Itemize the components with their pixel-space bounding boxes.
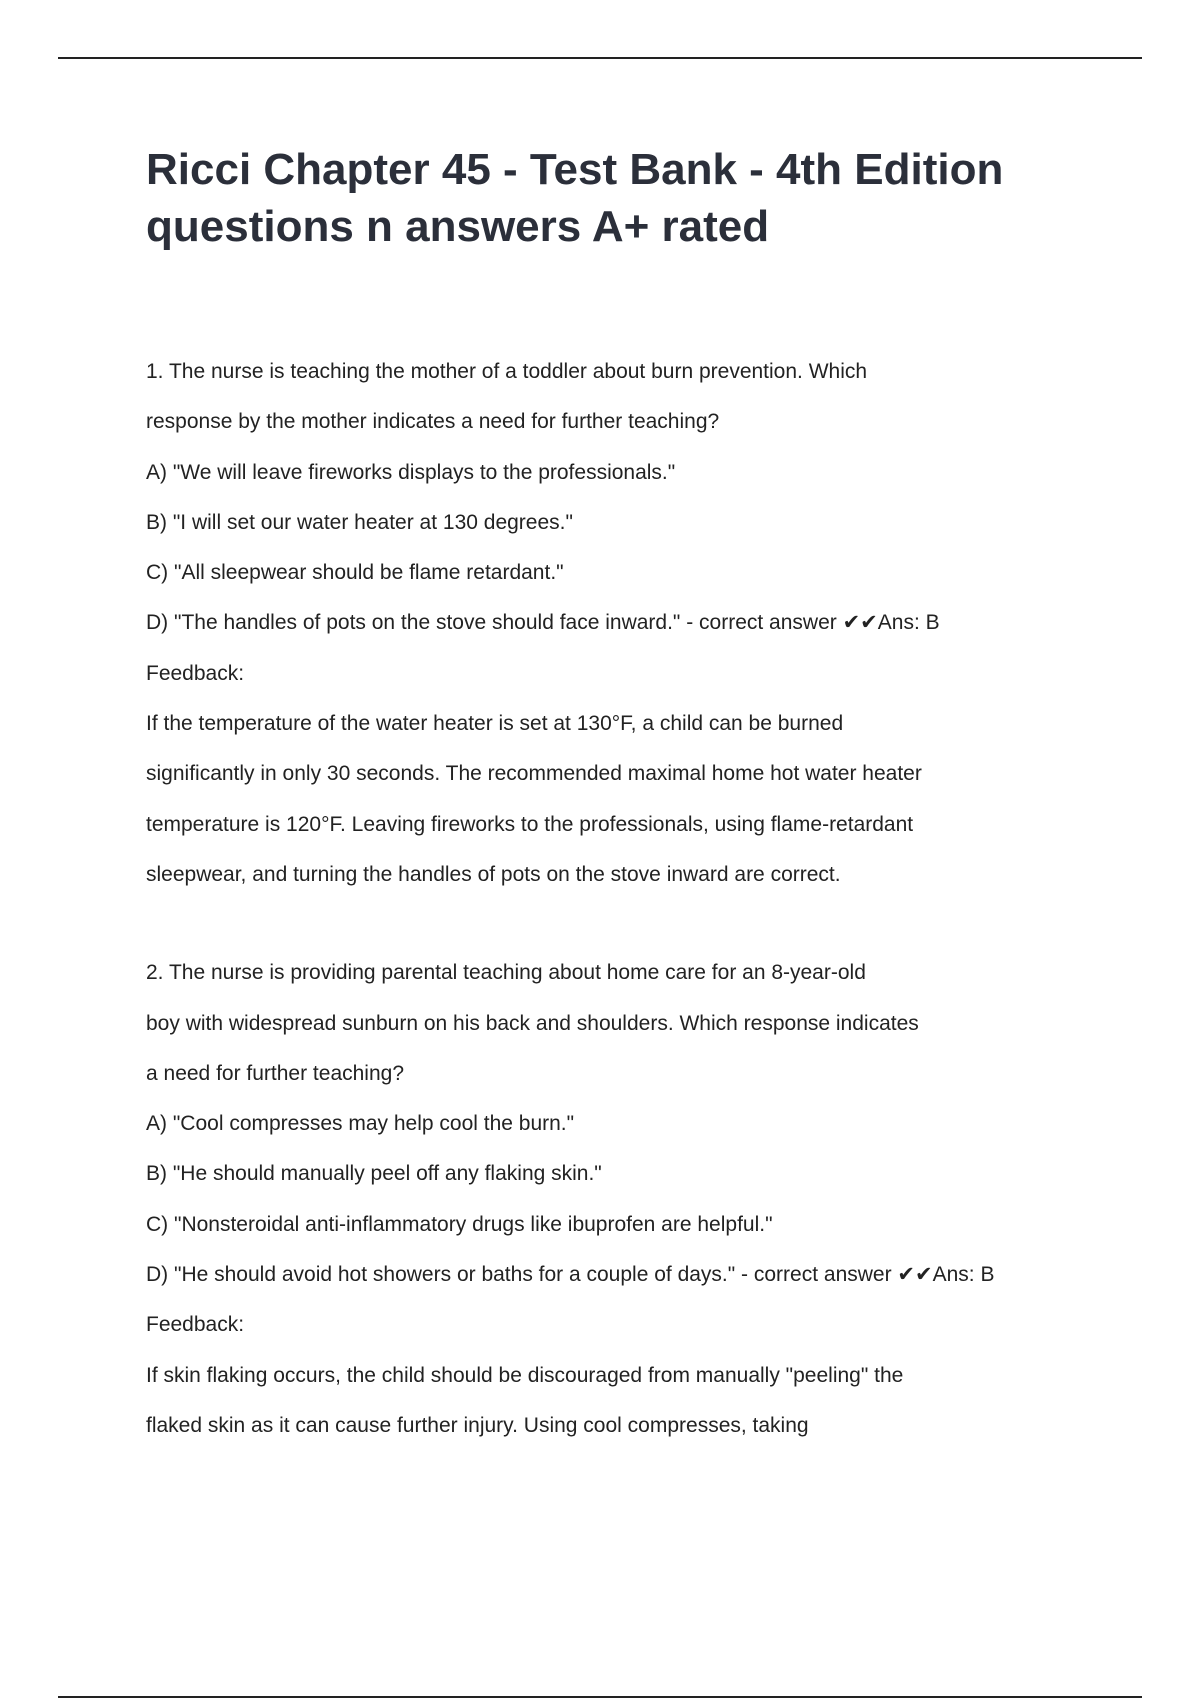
question-1-stem-line: 1. The nurse is teaching the mother of a toddler about burn prevention. Which (146, 360, 868, 383)
question-1-option-b: B) "I will set our water heater at 130 degrees." (146, 510, 573, 534)
top-divider (58, 57, 1142, 59)
question-2-option-c: C) "Nonsteroidal anti-inflammatory drugs like ibuprofen are helpful." (146, 1212, 773, 1236)
question-1-option-c: C) "All sleepwear should be flame retardant." (146, 561, 564, 585)
question-1 (146, 347, 1146, 900)
bottom-divider (58, 1696, 1142, 1698)
question-2-option-b: B) "He should manually peel off any flaking skin." (146, 1162, 602, 1186)
question-1-feedback-line: sleepwear, and turning the handles of pots on the stove inward are correct. (146, 862, 841, 886)
question-2-option-a: A) "Cool compresses may help cool the burn." (146, 1112, 575, 1136)
question-2 (146, 948, 1146, 1451)
question-2-stem-line: 2. The nurse is providing parental teaching about home care for an 8-year-old (146, 961, 866, 985)
question-2-stem-line: a need for further teaching? (146, 1061, 405, 1085)
question-2-stem-line: boy with widespread sunburn on his back and shoulders. Which response indicates (146, 1011, 919, 1035)
title-line-1: Ricci Chapter 45 - Test Bank - 4th Edition (146, 145, 1004, 194)
question-spacer (146, 900, 1146, 948)
question-1-feedback-line: If the temperature of the water heater is set at 130°F, a child can be burned (146, 712, 844, 736)
question-2-feedback-label: Feedback: (146, 1313, 245, 1337)
question-1-feedback-line: significantly in only 30 seconds. The recommended maximal home hot water heater (146, 762, 922, 786)
title-line-2: questions n answers A+ rated (146, 202, 770, 251)
question-2-feedback-line: flaked skin as it can cause further injury. Using cool compresses, taking (146, 1413, 809, 1437)
question-2-feedback-line: If skin flaking occurs, the child should be discouraged from manually "peeling" the (146, 1363, 904, 1387)
document-body (146, 347, 1146, 1451)
question-1-feedback-line: temperature is 120°F. Leaving fireworks to the professionals, using flame-retardant (146, 812, 914, 836)
question-1-stem-line: response by the mother indicates a need for further teaching? (146, 410, 720, 434)
question-1-option-d-answer: D) "The handles of pots on the stove should face inward." - correct answer ✔✔Ans: B (146, 611, 940, 635)
document-title (146, 141, 1146, 255)
question-1-option-a: A) "We will leave fireworks displays to the professionals." (146, 460, 676, 484)
question-2-option-d-answer: D) "He should avoid hot showers or baths for a couple of days." - correct answer ✔✔Ans: B (146, 1263, 995, 1287)
question-1-feedback-label: Feedback: (146, 661, 245, 685)
